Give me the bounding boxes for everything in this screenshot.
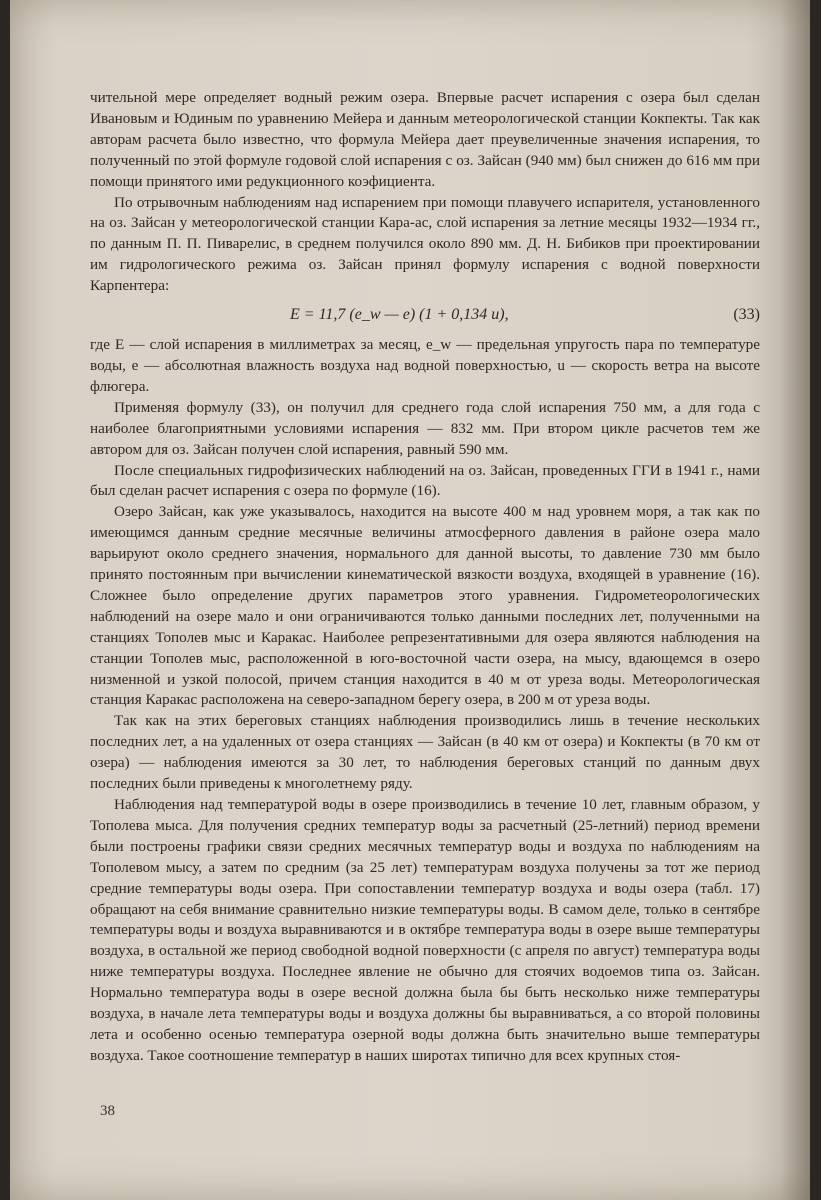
formula-number: (33)	[733, 306, 760, 324]
page-number: 38	[100, 1103, 115, 1119]
paragraph-2: По отрывочным наблюдениям над испарением при помощи плавучего испарителя, установленного на оз. Зайсан у метеорологической станции Кара-ас, слой испарения за летние месяцы 1932—1934 гг., по данным П. П. Пиварелис, в среднем получился около 890 мм. Д. Н. Бибиков при проектировании им гидрологического режима оз. Зайсан принял формулу испарения с водной поверхности Карпентера:	[90, 193, 760, 295]
paragraph-8: Наблюдения над температурой воды в озере производились в течение 10 лет, главным образом, у Тополева мыса. Для получения средних температур воды за расчетный (25-летний) период времени были построены графики связи средних месячных температур воды и воздуха по наблюдениям на Тополевом мысу, а затем по средним (за 25 лет) температурам воздуха получены за тот же период средние температуры воды озера. При сопоставлении температур воздуха и воды озера (табл. 17) обращают на себя внимание сравнительно низкие температуры воды. В самом деле, только в сентябре температуры воды и воздуха выравниваются и в октябре температура воды в озере выше температуры воздуха, в остальной же период свободной водной поверхности (с апреля по август) температура воды ниже температуры воздуха. Последнее явление не обычно для стоячих водоемов типа оз. Зайсан. Нормально температура воды в озере весной должна была бы быть несколько ниже температуры воздуха, в начале лета температуры воды и воздуха должны бы выравниваться, а со второй половины лета и особенно осенью температура озерной воды должна быть значительно выше температуры воздуха. Такое соотношение температур в наших широтах типично для всех крупных стоя-	[90, 796, 760, 1064]
formula-expression: E = 11,7 (e_w — e) (1 + 0,134 u),	[290, 306, 509, 324]
book-page	[10, 0, 810, 1200]
page-spine-shadow	[780, 0, 810, 1200]
paragraph-1: чительной мере определяет водный режим озера. Впервые расчет испарения с озера был сделан Ивановым и Юдиным по уравнению Мейера и данным метеорологической станции Кокпекты. Так как авторам расчета было известно, что формула Мейера дает преувеличенные значения испарения, то полученный по этой формуле годовой слой испарения с оз. Зайсан (940 мм) был снижен до 616 мм при помощи принятого ими редукционного коэфициента.	[90, 89, 760, 190]
paragraph-6: Озеро Зайсан, как уже указывалось, находится на высоте 400 м над уровнем моря, а так как по имеющимся данным средние месячные величины атмосферного давления в районе озера мало варьируют около среднего значения, нормального для данной высоты, то давление 730 мм было принято постоянным при вычислении кинематической вязкости воздуха, входящей в уравнение (16). Сложнее было определение других параметров этого уравнения. Гидрометеорологических наблюдений на озере мало и они ограничиваются только данными последних лет, полученными на станциях Тополев мыс и Каракас. Наиболее репрезентативными для озера являются наблюдения на станции Тополев мыс, расположенной в юго-восточной части озера, на мысу, вдающемся в озеро низменной и узкой полосой, причем станция находится в 40 м от уреза воды. Метеорологическая станция Каракас расположена на северо-западном берегу озера, в 200 м от уреза воды.	[90, 503, 760, 709]
paragraph-7: Так как на этих береговых станциях наблюдения производились лишь в течение нескольких последних лет, а на удаленных от озера станциях — Зайсан (в 40 км от озера) и Кокпекты (в 70 км от озера) — наблюдения имеются за 30 лет, то наблюдения береговых станций по данным двух последних были приведены к многолетнему ряду.	[90, 712, 760, 793]
formula-33	[90, 299, 760, 331]
body-text	[90, 88, 760, 1067]
paragraph-5: После специальных гидрофизических наблюдений на оз. Зайсан, проведенных ГГИ в 1941 г., нами был сделан расчет испарения с озера по формуле (16).	[90, 461, 760, 500]
paragraph-3: где E — слой испарения в миллиметрах за месяц, e_w — предельная упругость пара по температуре воды, e — абсолютная влажность воздуха над водной поверхностью, u — скорость ветра на высоте флюгера.	[90, 336, 760, 395]
paragraph-4: Применяя формулу (33), он получил для среднего года слой испарения 750 мм, а для года с наиболее благоприятными условиями испарения — 832 мм. При втором цикле расчетов тем же автором для оз. Зайсан получен слой испарения, равный 590 мм.	[90, 398, 760, 458]
